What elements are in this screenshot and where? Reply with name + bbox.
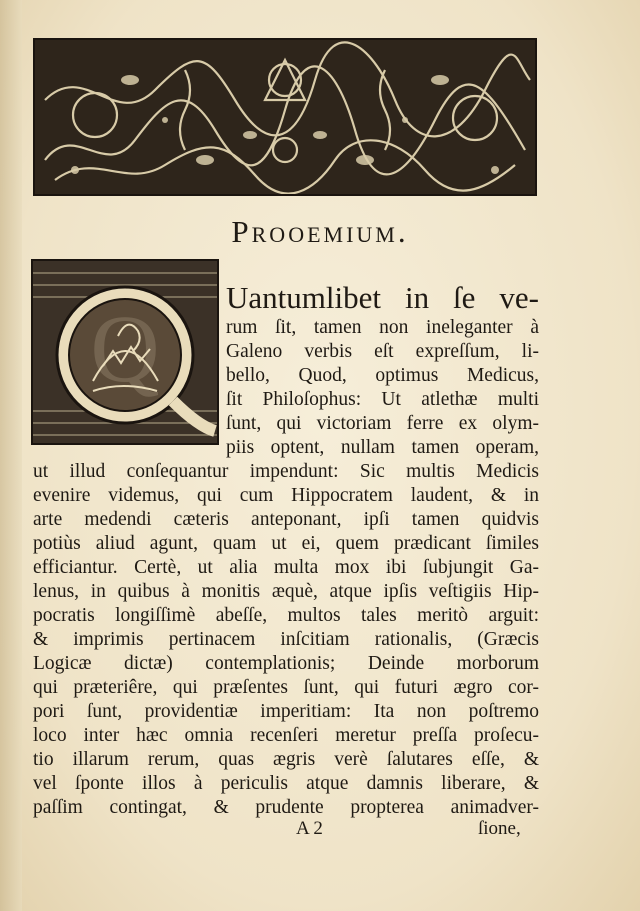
- section-heading: Prooemium.: [231, 214, 409, 249]
- text-line: ut illud conſequantur impendunt: Sic multis Medicis: [33, 461, 539, 482]
- decorated-initial-q: [31, 259, 219, 445]
- text-line: ſunt, qui victoriam ferre ex olym-: [226, 413, 539, 434]
- text-line: lenus, in quibus à monitis æquè, atque ipſis veſtigiis Hip-: [33, 581, 539, 602]
- text-line: tio illarum rerum, quas ægris verè ſalutares eſſe, &: [33, 749, 539, 770]
- phoenix-initial-icon: [33, 261, 217, 443]
- text-line: vel ſponte illos à periculis atque damnis liberare, &: [33, 773, 539, 794]
- text-line: loco inter hæc omnia recenſeri meretur preſſa proſecu-: [33, 725, 539, 746]
- foliage-ornament-icon: [35, 40, 535, 194]
- decorative-headpiece-woodcut: [33, 38, 537, 196]
- text-line: pocratis longiſſimè abeſſe, multos tales meritò arguit:: [33, 605, 539, 626]
- text-line: evenire videmus, qui cum Hippocratem laudent, & in: [33, 485, 539, 506]
- page-gutter-shadow: [0, 0, 22, 911]
- text-line: & imprimis pertinacem inſcitiam rationalis, (Græcis: [33, 629, 539, 650]
- signature-mark: A 2: [296, 818, 323, 839]
- text-line: pori ſunt, providentiæ imperitiam: Ita non poſtremo: [33, 701, 539, 722]
- text-line: ſit Philoſophus: Ut atlethæ multi: [226, 389, 539, 410]
- text-line: arte medendi cæteris anteponant, ipſi tamen quidvis: [33, 509, 539, 530]
- initial-letter: Q: [90, 295, 160, 402]
- text-line: Galeno verbis eſt expreſſum, li-: [226, 341, 539, 362]
- text-line: rum ſit, tamen non ineleganter à: [226, 317, 539, 338]
- catchword: ſione,: [478, 818, 521, 839]
- text-line: bello, Quod, optimus Medicus,: [226, 365, 539, 386]
- text-line: qui præteriêre, qui præſentes ſunt, qui futuri ægro cor-: [33, 677, 539, 698]
- text-line: paſſim contingat, & prudente propterea animadver-: [33, 797, 539, 818]
- text-line: Logicæ dictæ) contemplationis; Deinde morborum: [33, 653, 539, 674]
- text-line: potiùs aliud agunt, quam ut ei, quem prædicant ſimiles: [33, 533, 539, 554]
- text-line: piis optent, nullam tamen operam,: [226, 437, 539, 458]
- text-line: Uantumlibet in ſe ve-: [226, 280, 539, 315]
- text-line: efficiantur. Certè, ut alia multa mox ibi ſubjungit Ga-: [33, 557, 539, 578]
